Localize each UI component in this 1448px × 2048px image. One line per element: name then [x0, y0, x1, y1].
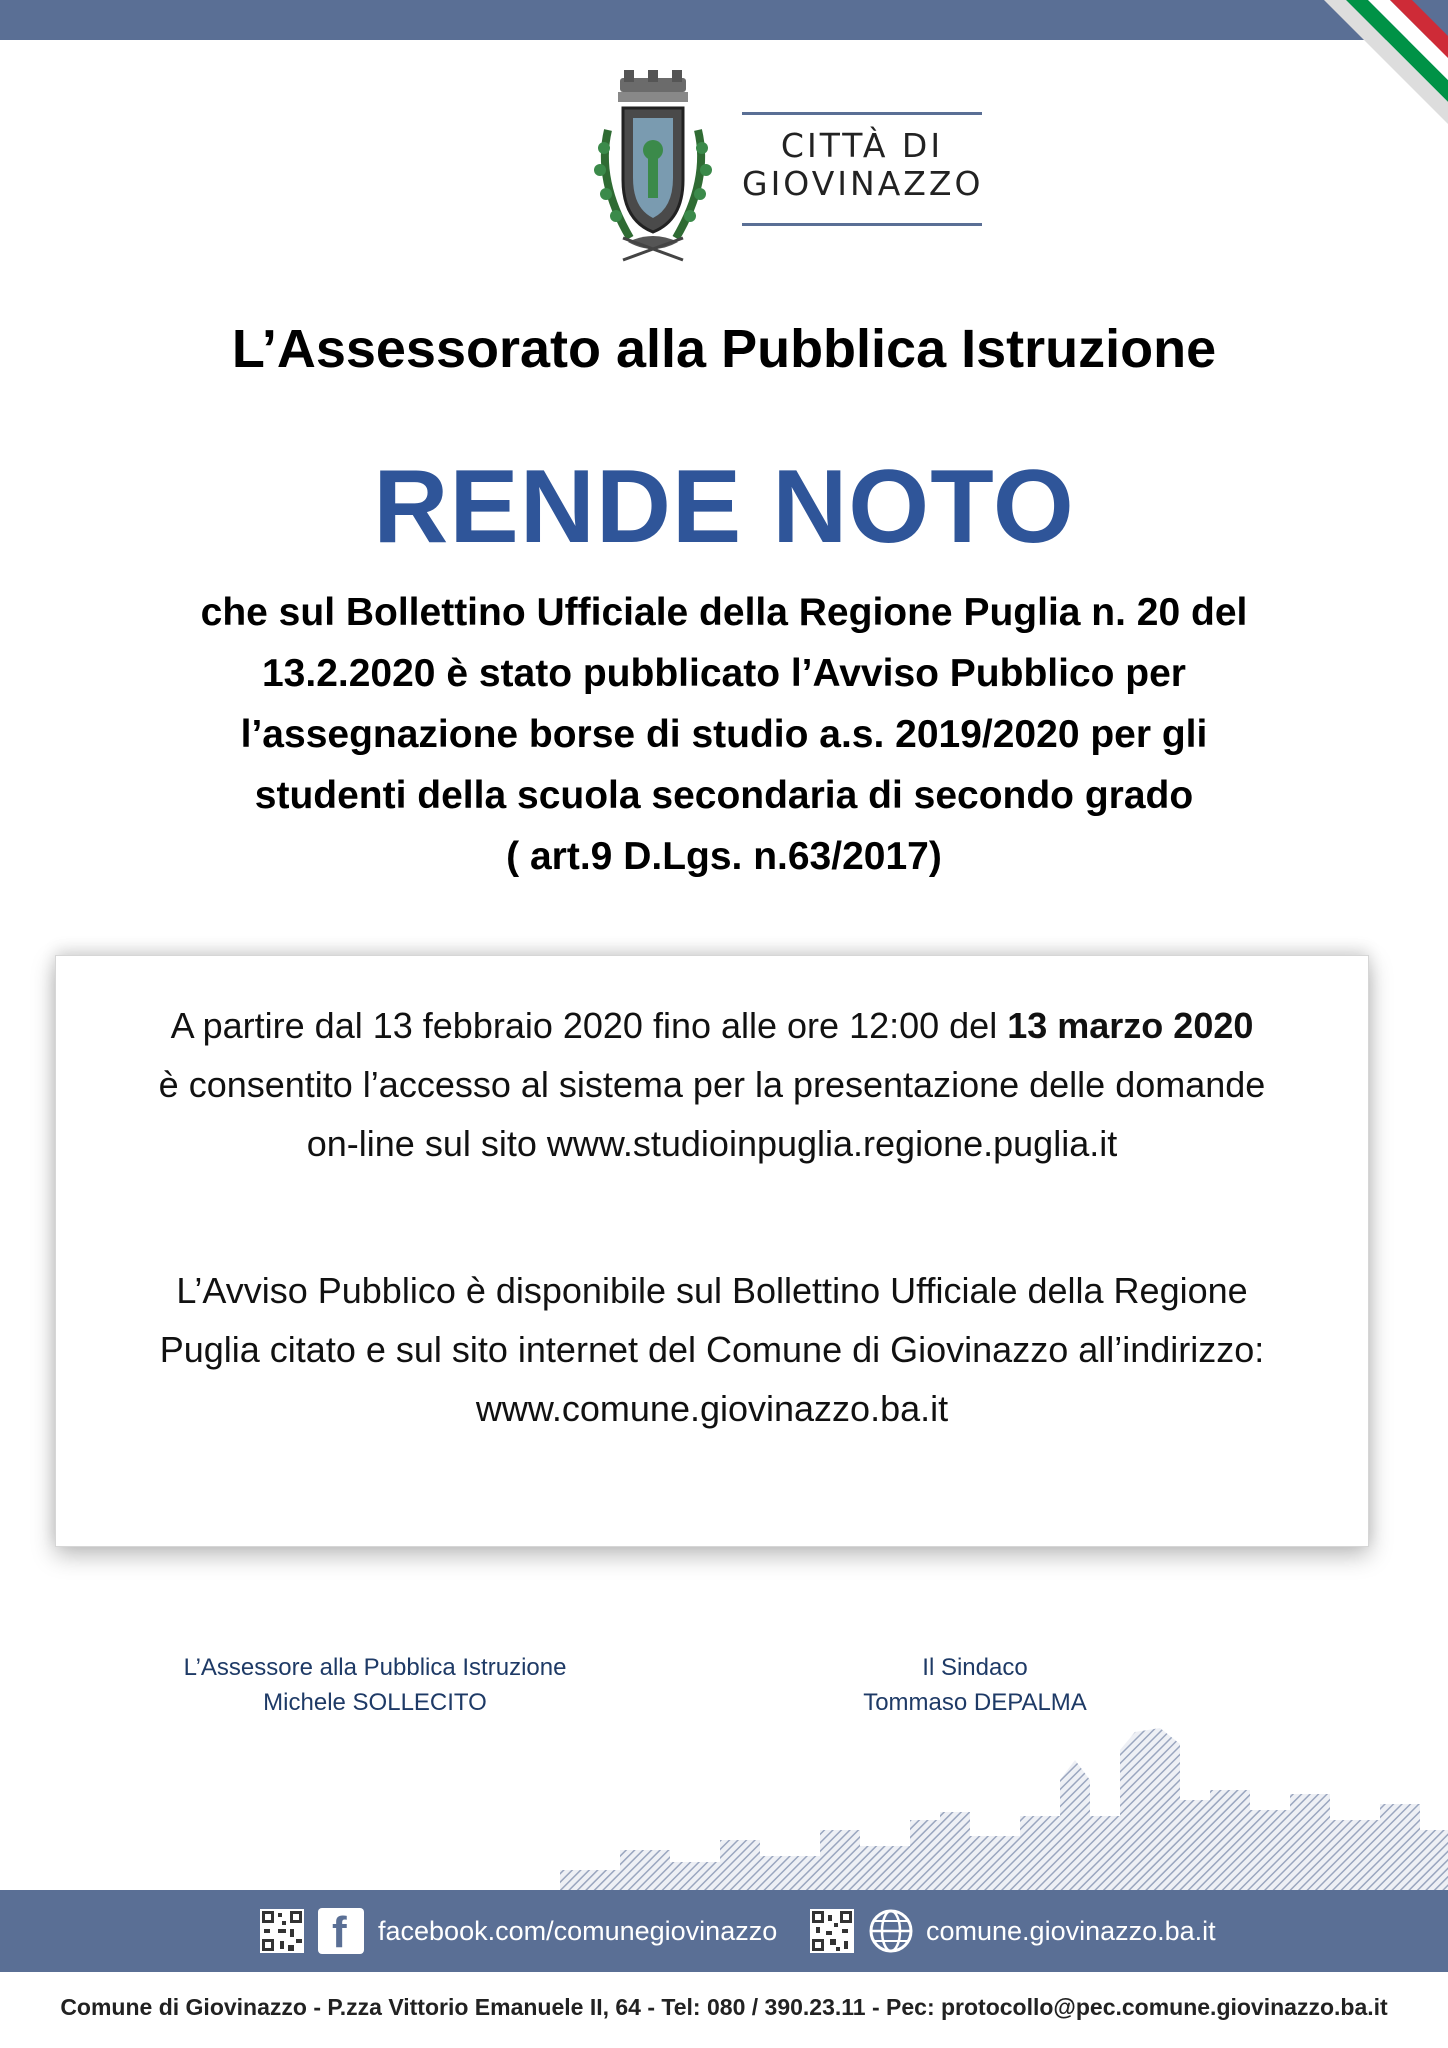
info-box: [55, 955, 1369, 1547]
availability-line: Puglia citato e sul sito internet del Comune di Giovinazzo all’indirizzo:: [159, 1329, 1265, 1370]
office-title: L’Assessorato alla Pubblica Istruzione: [231, 319, 1217, 379]
footer-band: [0, 1890, 1448, 1972]
signature-assessore: [150, 1650, 600, 1720]
top-band: [0, 0, 1448, 40]
globe-icon[interactable]: [868, 1908, 914, 1954]
deadline-line: [56, 996, 1368, 1055]
comune-url: www.comune.giovinazzo.ba.it: [475, 1388, 949, 1429]
lead-line: l’assegnazione borse di studio a.s. 2019/2020 per gli: [240, 713, 1208, 756]
lead-line: che sul Bollettino Ufficiale della Regione Puglia n. 20 del: [200, 591, 1248, 634]
facebook-link[interactable]: facebook.com/comunegiovinazzo: [378, 1916, 778, 1946]
city-name-line2: GIOVINAZZO: [742, 164, 984, 203]
lead-line: 13.2.2020 è stato pubblicato l’Avviso Pubblico per: [261, 652, 1186, 695]
availability-line: L’Avviso Pubblico è disponibile sul Bollettino Ufficiale della Regione: [176, 1270, 1248, 1311]
qr-code-icon: [260, 1909, 304, 1953]
city-name-line1: CITTÀ DI: [780, 126, 944, 165]
qr-code-icon: [810, 1909, 854, 1953]
signature-sindaco: [800, 1650, 1150, 1720]
headline: RENDE NOTO: [373, 449, 1075, 565]
italian-flag-ribbon-icon: [1298, 0, 1448, 150]
signature-name: Michele SOLLECITO: [263, 1689, 487, 1716]
lead-line: ( art.9 D.Lgs. n.63/2017): [506, 835, 942, 878]
online-site-line: on-line sul sito www.studioinpuglia.regione.puglia.it: [306, 1123, 1118, 1164]
city-name: [742, 127, 982, 203]
website-link[interactable]: comune.giovinazzo.ba.it: [926, 1916, 1216, 1946]
city-skyline-icon: [560, 1720, 1448, 1890]
city-name-block: [742, 112, 982, 226]
signature-role: L’Assessore alla Pubblica Istruzione: [183, 1654, 567, 1681]
facebook-icon[interactable]: f: [318, 1908, 364, 1954]
deadline-prefix: A partire dal 13 febbraio 2020 fino alle ore 12:00 del: [170, 1005, 1008, 1046]
footer-address-bar: [0, 1972, 1448, 2048]
deadline-paragraph: [56, 996, 1368, 1173]
lead-line: studenti della scuola secondaria di secondo grado: [254, 774, 1194, 817]
city-crest-icon: [578, 70, 728, 270]
signature-name: Tommaso DEPALMA: [863, 1689, 1087, 1716]
deadline-date: 13 marzo 2020: [1007, 1005, 1254, 1046]
signature-role: Il Sindaco: [922, 1654, 1028, 1681]
contact-address: Comune di Giovinazzo - P.zza Vittorio Emanuele II, 64 - Tel: 080 / 390.23.11 - Pec: protocollo@pec.comune.giovinazzo.ba.it: [60, 1994, 1388, 2020]
lead-paragraph: [90, 582, 1358, 887]
access-line: è consentito l’accesso al sistema per la presentazione delle domande: [158, 1064, 1266, 1105]
availability-paragraph: [56, 1261, 1368, 1438]
